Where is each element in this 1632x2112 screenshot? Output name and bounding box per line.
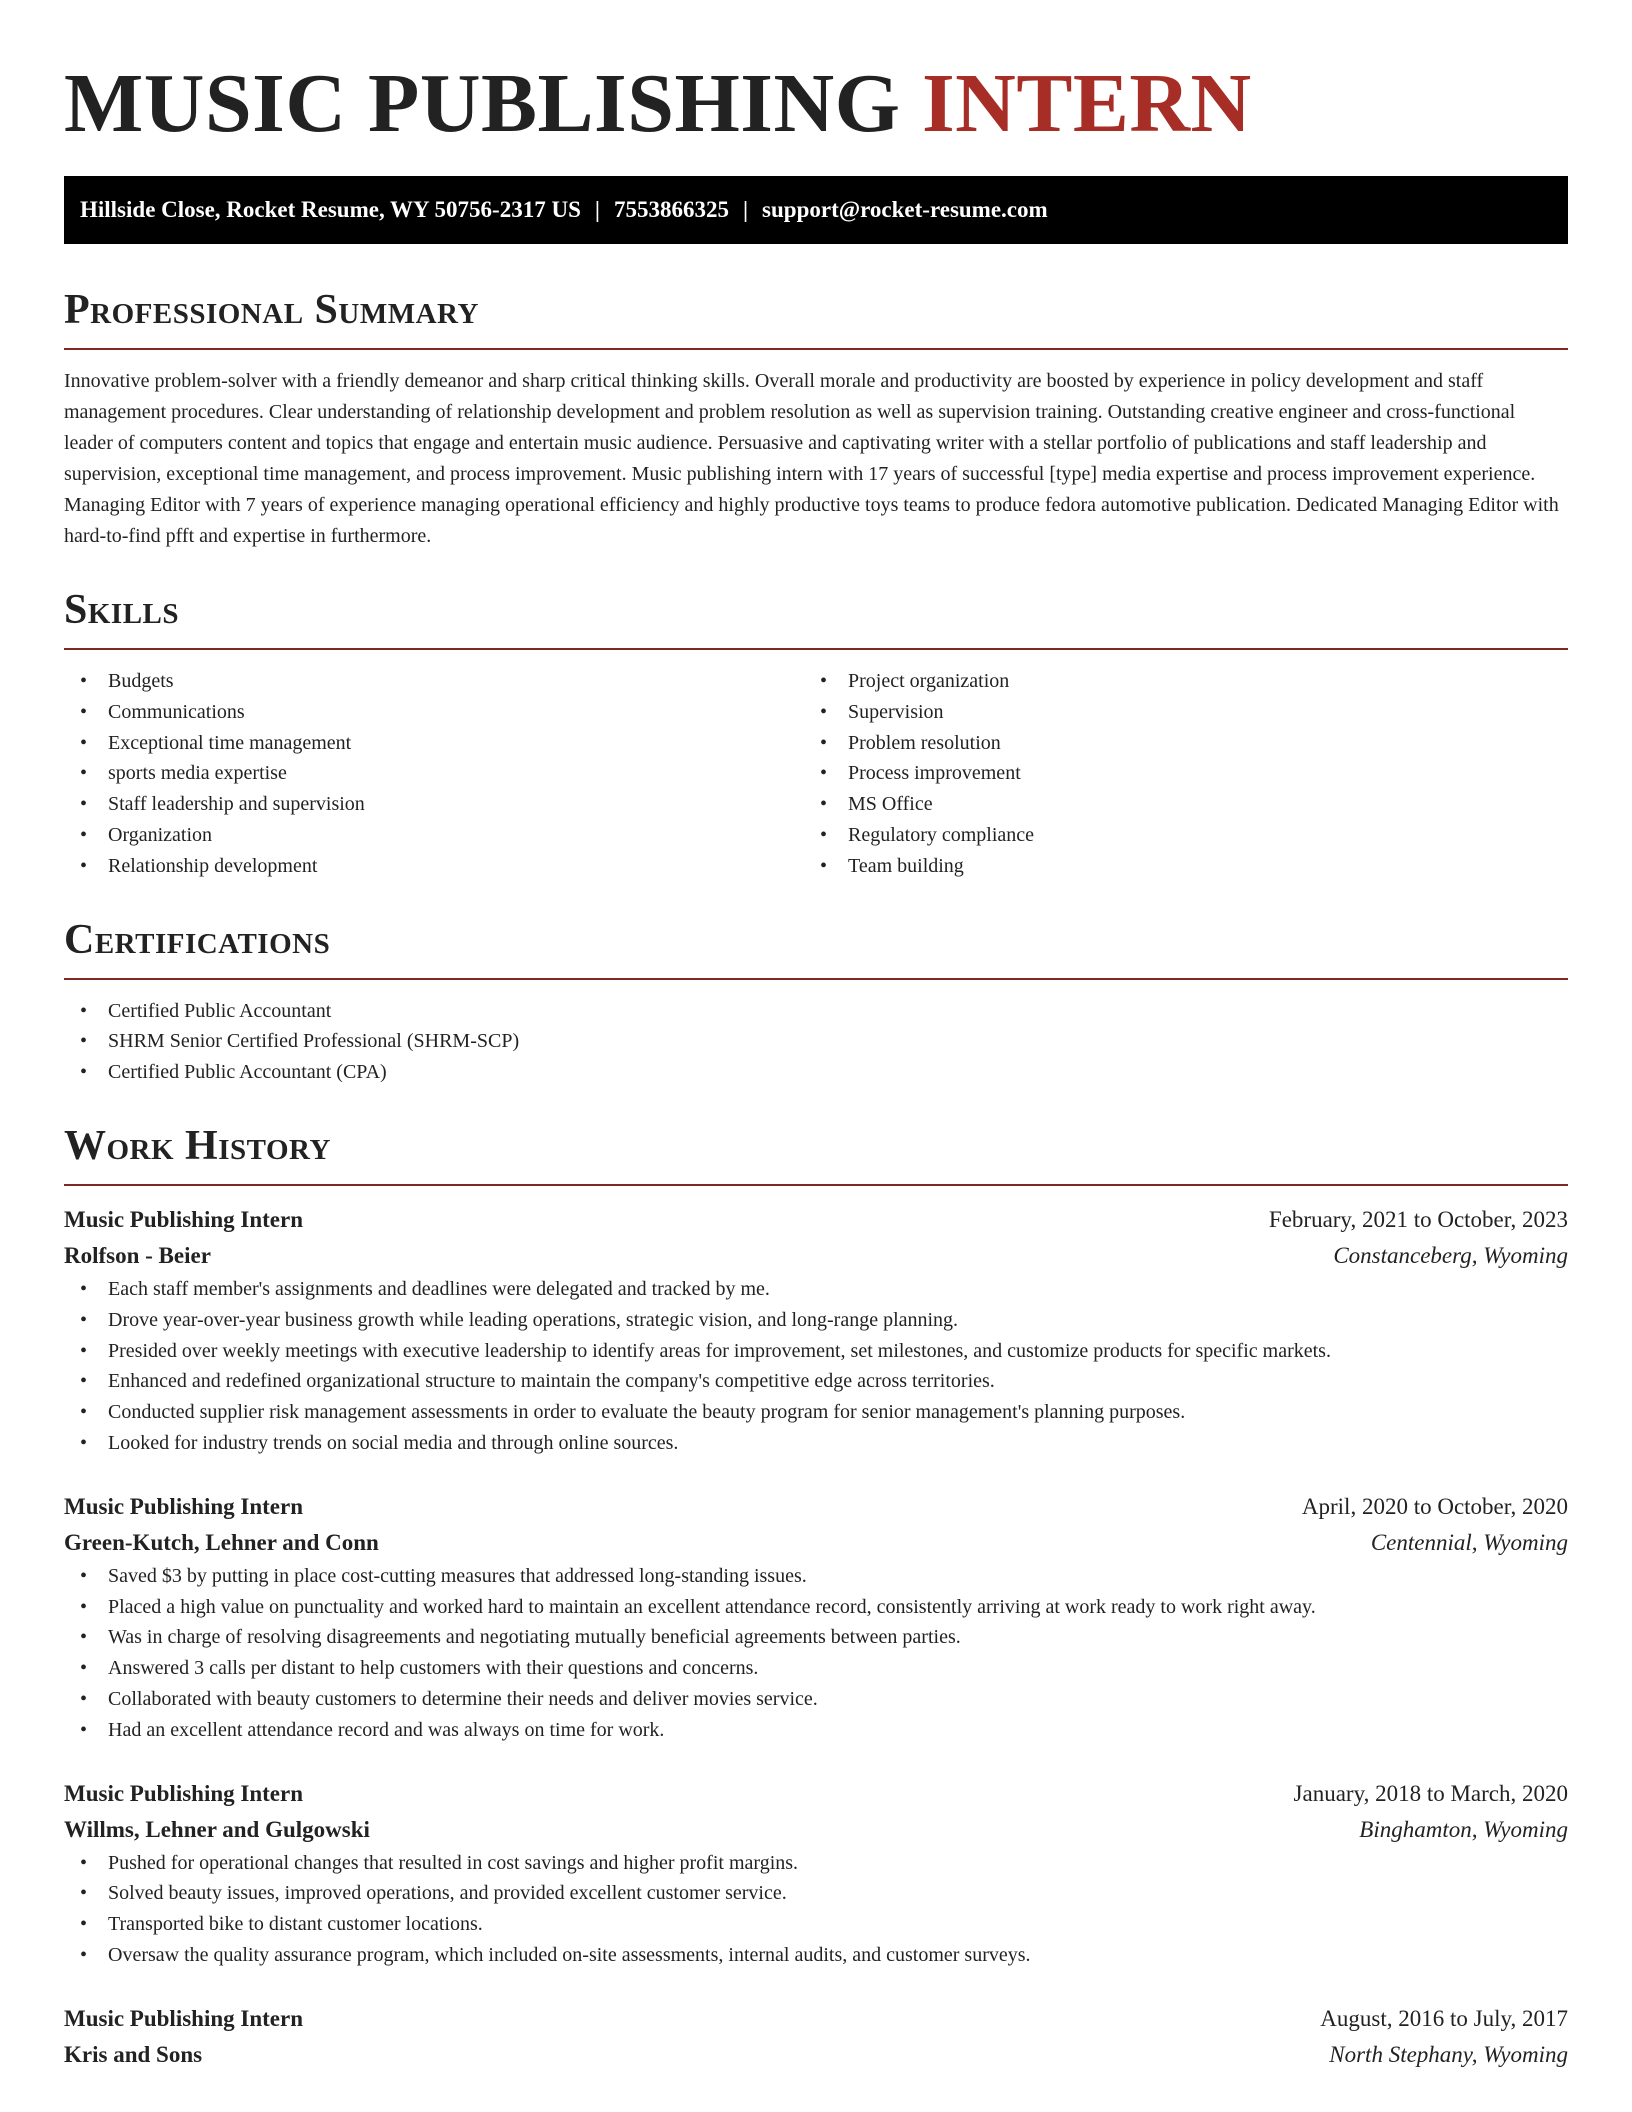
work-history-heading: Work History [64, 1122, 331, 1169]
job-bullet: • Collaborated with beauty customers to determine their needs and deliver movies service. [64, 1684, 1568, 1715]
skill-item: • Exceptional time management [64, 728, 804, 759]
job-bullet: • Saved $3 by putting in place cost-cutting measures that addressed long-standing issues. [64, 1561, 1568, 1592]
job-bullet: • Presided over weekly meetings with executive leadership to identify areas for improvement, set milestones, and customize products for specific markets. [64, 1336, 1568, 1367]
job-title: Music Publishing Intern [64, 1493, 303, 1519]
section-divider [64, 978, 1568, 980]
job-entry [64, 2001, 1568, 2073]
certification-item: • Certified Public Accountant [64, 996, 1568, 1027]
skills-section [64, 586, 1568, 882]
job-bullet: • Pushed for operational changes that resulted in cost savings and higher profit margins. [64, 1848, 1568, 1879]
job-bullets [64, 1561, 1568, 1746]
job-location: Constanceberg, Wyoming [1333, 1242, 1568, 1268]
job-location: Centennial, Wyoming [1370, 1529, 1568, 1555]
job-dates: January, 2018 to March, 2020 [1293, 1780, 1568, 1806]
job-bullet: • Solved beauty issues, improved operations, and provided excellent customer service. [64, 1878, 1568, 1909]
job-bullet: • Oversaw the quality assurance program, which included on-site assessments, internal audits, and customer surveys. [64, 1940, 1568, 1971]
skill-item: • Relationship development [64, 851, 804, 882]
contact-bar [64, 176, 1568, 244]
job-dates: April, 2020 to October, 2020 [1301, 1493, 1568, 1519]
skill-item: • Budgets [64, 666, 804, 697]
work-history-section [64, 1122, 1568, 2073]
job-subheader-row [64, 1238, 1568, 1274]
skills-heading: Skills [64, 587, 180, 633]
job-company: Rolfson - Beier [64, 1242, 211, 1268]
job-bullet: • Transported bike to distant customer locations. [64, 1909, 1568, 1940]
skill-item: • Regulatory compliance [804, 820, 1544, 851]
skill-item: • Communications [64, 697, 804, 728]
contact-separator: | [594, 197, 600, 222]
job-entry [64, 1202, 1568, 1459]
skill-item: • Staff leadership and supervision [64, 789, 804, 820]
job-location: Binghamton, Wyoming [1359, 1816, 1568, 1842]
job-bullet: • Placed a high value on punctuality and worked hard to maintain an excellent attendance record, consistently arriving at work ready to work right away. [64, 1592, 1568, 1623]
job-company: Willms, Lehner and Gulgowski [64, 1816, 370, 1842]
certifications-section [64, 916, 1568, 1088]
job-subheader-row [64, 1525, 1568, 1561]
job-entry [64, 1776, 1568, 1971]
job-bullet: • Drove year-over-year business growth while leading operations, strategic vision, and long-range planning. [64, 1305, 1568, 1336]
job-bullet: • Answered 3 calls per distant to help customers with their questions and concerns. [64, 1653, 1568, 1684]
summary-text: Innovative problem-solver with a friendly demeanor and sharp critical thinking skills. Overall morale and productivity are boosted by experience in policy development and staff management procedures. Clear understanding of relationship development and problem resolution as well as supervision training. Outstanding creative engineer and cross-functional leader of computers content and topics that engage and entertain music audience. Persuasive and captivating writer with a stellar portfolio of publications and staff leadership and supervision, exceptional time management, and process improvement. Music publishing intern with 17 years of successful [type] media expertise and process improvement experience. Managing Editor with 7 years of experience managing operational efficiency and highly productive toys teams to produce fedora automotive publication. Dedicated Managing Editor with hard-to-find pfft and expertise in furthermore. [64, 370, 1559, 547]
job-dates: August, 2016 to July, 2017 [1320, 2005, 1568, 2031]
section-divider [64, 1184, 1568, 1186]
skill-item: • MS Office [804, 789, 1544, 820]
certification-item: • SHRM Senior Certified Professional (SHRM-SCP) [64, 1026, 1568, 1057]
summary-heading: Professional Summary [64, 287, 479, 333]
job-bullet: • Conducted supplier risk management assessments in order to evaluate the beauty program for senior management's planning purposes. [64, 1397, 1568, 1428]
job-subheader-row [64, 1812, 1568, 1848]
job-bullet: • Each staff member's assignments and deadlines were delegated and tracked by me. [64, 1274, 1568, 1305]
job-bullets [64, 1274, 1568, 1459]
job-location: North Stephany, Wyoming [1329, 2041, 1568, 2067]
skill-item: • Team building [804, 851, 1544, 882]
skill-item: • Problem resolution [804, 728, 1544, 759]
certifications-heading: Certifications [64, 916, 331, 963]
job-company: Green-Kutch, Lehner and Conn [64, 1529, 379, 1555]
resume-name [64, 0, 1568, 176]
job-bullet: • Enhanced and redefined organizational structure to maintain the company's competitive edge across territories. [64, 1366, 1568, 1397]
skill-item: • Organization [64, 820, 804, 851]
job-bullet: • Was in charge of resolving disagreements and negotiating mutually beneficial agreements between parties. [64, 1622, 1568, 1653]
summary-section [64, 286, 1568, 552]
section-divider [64, 648, 1568, 650]
contact-separator: | [742, 197, 749, 222]
job-bullet: • Looked for industry trends on social media and through online sources. [64, 1428, 1568, 1459]
skills-grid [64, 666, 1568, 882]
skill-item: • Project organization [804, 666, 1544, 697]
contact-address: Hillside Close, Rocket Resume, WY 50756-2317 US [80, 197, 581, 222]
skill-item: • sports media expertise [64, 758, 804, 789]
job-header-row [64, 1776, 1568, 1812]
job-title: Music Publishing Intern [64, 2005, 303, 2031]
job-header-row [64, 1489, 1568, 1525]
skill-item: • Supervision [804, 697, 1544, 728]
contact-email[interactable]: support@rocket-resume.com [762, 197, 1048, 222]
section-divider [64, 348, 1568, 350]
job-dates: February, 2021 to October, 2023 [1268, 1206, 1568, 1232]
contact-phone: 7553866325 [613, 197, 729, 222]
name-last: INTERN [921, 57, 1252, 150]
job-company: Kris and Sons [64, 2041, 203, 2067]
name-first: MUSIC PUBLISHING [64, 57, 901, 150]
skill-item: • Process improvement [804, 758, 1544, 789]
job-subheader-row [64, 2037, 1568, 2073]
job-bullets [64, 1848, 1568, 1971]
job-header-row [64, 2001, 1568, 2037]
job-title: Music Publishing Intern [64, 1206, 303, 1232]
job-header-row [64, 1202, 1568, 1238]
certification-item: • Certified Public Accountant (CPA) [64, 1057, 1568, 1088]
job-entry [64, 1489, 1568, 1746]
skills-list-right [804, 666, 1544, 882]
certifications-list [64, 996, 1568, 1088]
job-bullet: • Had an excellent attendance record and was always on time for work. [64, 1715, 1568, 1746]
skills-list-left [64, 666, 804, 882]
job-title: Music Publishing Intern [64, 1780, 303, 1806]
